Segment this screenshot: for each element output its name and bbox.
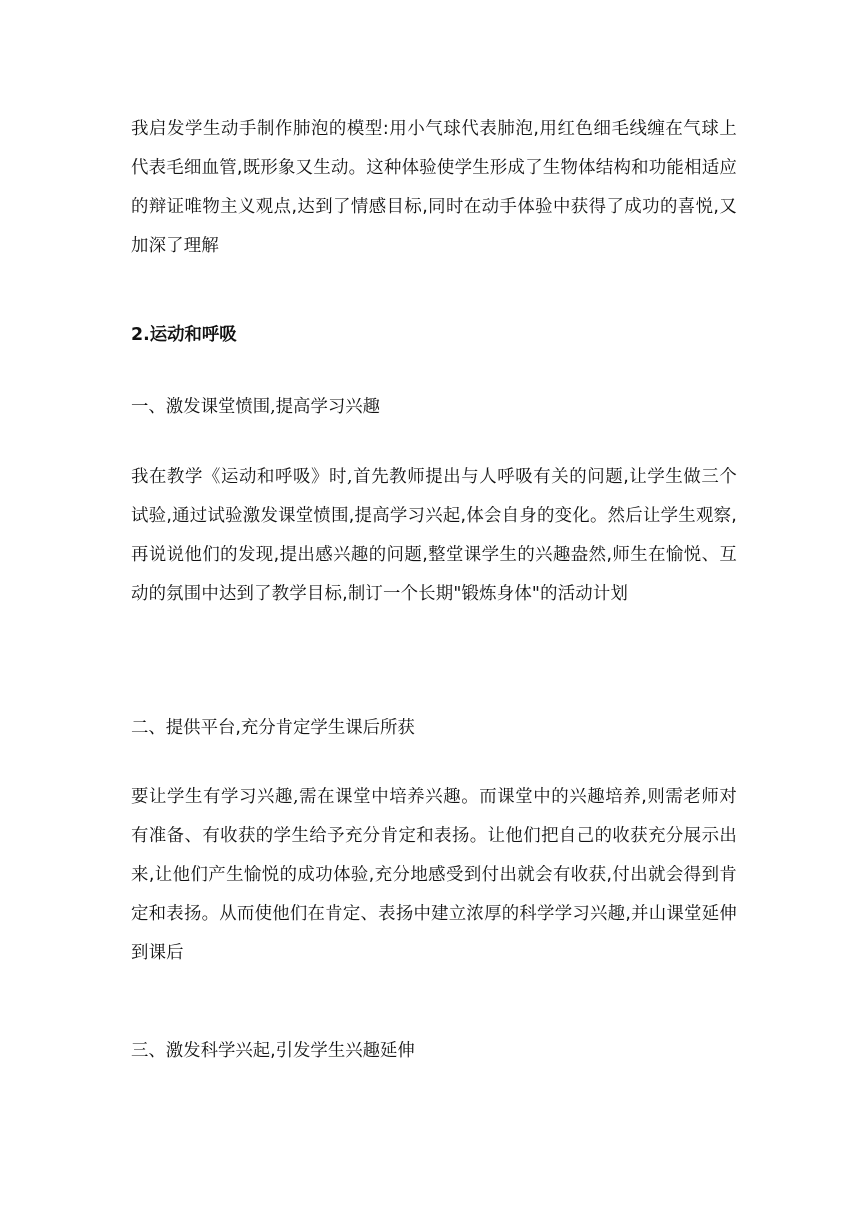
paragraph-lung-model: 我启发学生动手制作肺泡的模型:用小气球代表肺泡,用红色细毛线缠在气球上代表毛细血管,既形象又生动。这种体验使学生形成了生物体结构和功能相适应的辩证唯物主义观点,达到了情感目标,同时在动手体验中获得了成功的喜悦,又加深了理解 [131,119,737,256]
heading-stimulate-science: 三、激发科学兴起,引发学生兴趣延伸 [131,1041,415,1061]
heading-stimulate-interest [131,395,380,419]
section-title: 2.运动和呼吸 [131,325,237,345]
paragraph-sans-part: 首先教师提出与人呼吸有关的问题,让学生做三个试验,通过试验激发课堂愤围,提高学习兴起,体会自身的变化。然后让学生观察,再说说他们的发现,提出感兴趣的问题,整堂课学生的兴趣盎然,师生在愉悦、互动的氛围中达到了教学目标,制订一个长期"锻炼身体"的活动计划 [131,467,737,604]
paragraph-serif-part: 要让学生有学习兴趣, [131,787,299,807]
heading-sans-part: 提高学习兴趣 [275,397,381,417]
paragraph-sans-part: 需在课堂中培养兴趣。而课堂中的兴趣培养,则需老师对有准备、有收获的学生给予充分肯定和表扬。让他们把自己的收获充分展示出来,让他们产生愉悦的成功体验,充分地感受到付出就会有收获,付出就会得到肯定和表扬。从而使他们在肯定、表扬中建立浓厚的科学学习兴趣,并山课堂延伸到课后 [131,787,737,963]
paragraph-teaching-breathing [131,458,737,614]
paragraph-interest-cultivation [131,778,737,973]
heading-provide-platform: 二、提供平台,充分肯定学生课后所获 [131,718,415,738]
heading-serif-part: 一、激发课堂愤围, [131,397,276,417]
paragraph-serif-part: 我在教学《运动和呼吸》时, [131,467,353,487]
